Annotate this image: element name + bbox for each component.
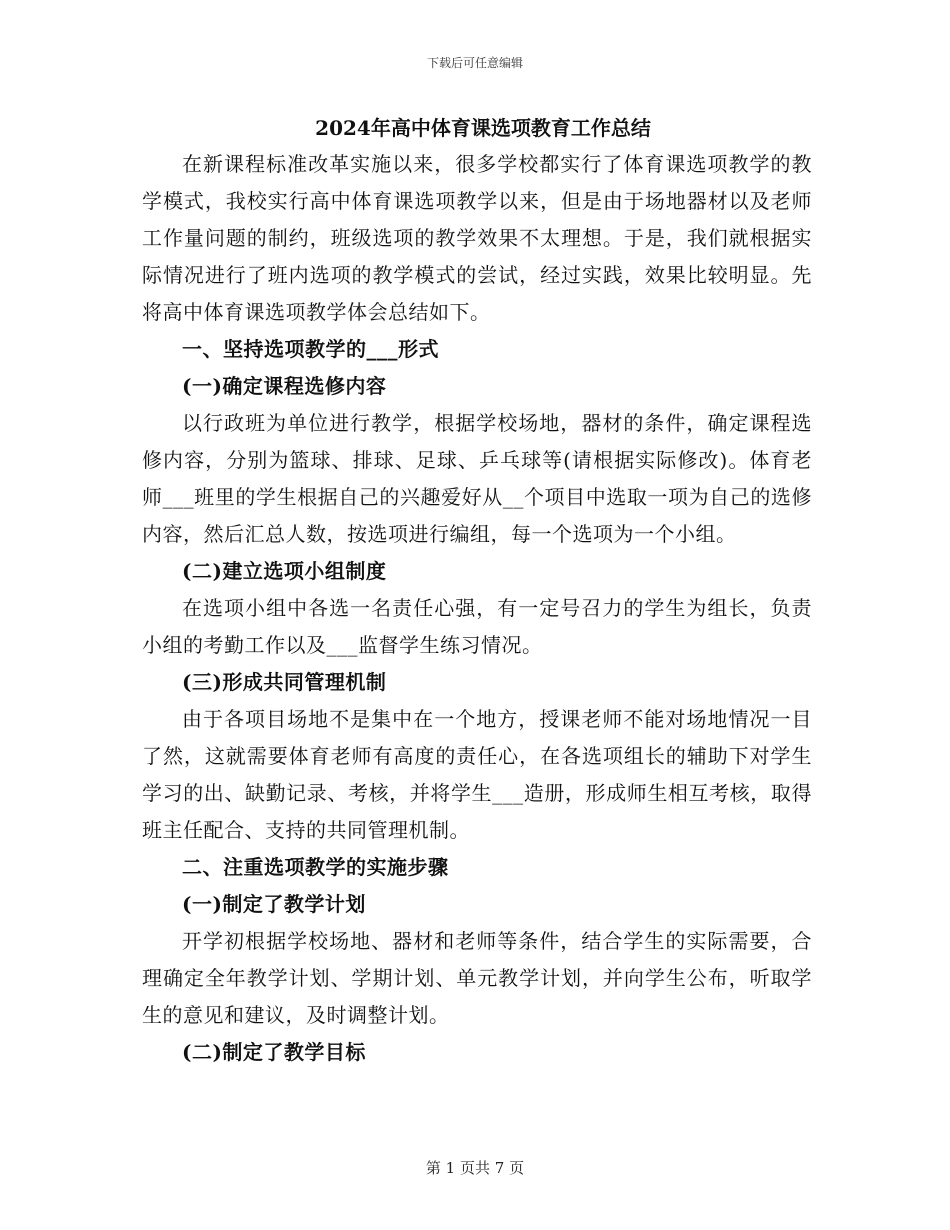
paragraph-intro: 在新课程标准改革实施以来，很多学校都实行了体育课选项教学的教学模式，我校实行高中体育课选项教学以来，但是由于场地器材以及老师工作量问题的制约，班级选项的教学效果不太理想。于是，我们就根据实际情况进行了班内选项的教学模式的尝试，经过实践，效果比较明显。先将高中体育课选项教学体会总结如下。: [142, 152, 812, 324]
paragraph-group-system: 在选项小组中各选一名责任心强，有一定号召力的学生为组长，负责小组的考勤工作以及___监督学生练习情况。: [142, 596, 812, 657]
paragraph-management: 由于各项目场地不是集中在一个地方，授课老师不能对场地情况一目了然，这就需要体育老师有高度的责任心，在各选项组长的辅助下对学生学习的出、缺勤记录、考核，并将学生___造册，形成师生相互考核，取得班主任配合、支持的共同管理机制。: [142, 707, 812, 842]
section-heading-2: 二、注重选项教学的实施步骤: [182, 855, 449, 879]
page-number: 第 1 页共 7 页: [425, 1159, 525, 1177]
subsection-heading-1-3: (三)形成共同管理机制: [182, 670, 387, 694]
header-note: 下载后可任意编辑: [426, 56, 523, 70]
document-title: 2024年高中体育课选项教育工作总结: [315, 116, 651, 140]
document-body: [142, 110, 812, 1071]
paragraph-teaching-plan: 开学初根据学校场地、器材和老师等条件，结合学生的实际需要，合理确定全年教学计划、学期计划、单元教学计划，并向学生公布，听取学生的意见和建议，及时调整计划。: [142, 929, 812, 1027]
subsection-heading-1-1: (一)确定课程选修内容: [182, 374, 387, 398]
subsection-heading-1-2: (二)建立选项小组制度: [182, 559, 387, 583]
subsection-heading-2-2: (二)制定了教学目标: [182, 1040, 366, 1064]
subsection-heading-2-1: (一)制定了教学计划: [182, 892, 366, 916]
paragraph-course-content: 以行政班为单位进行教学，根据学校场地，器材的条件，确定课程选修内容，分别为篮球、排球、足球、乒乓球等(请根据实际修改)。体育老师___班里的学生根据自己的兴趣爱好从__个项目中选取一项为自己的选修内容，然后汇总人数，按选项进行编组，每一个选项为一个小组。: [142, 411, 812, 546]
section-heading-1: 一、坚持选项教学的___形式: [182, 337, 439, 361]
